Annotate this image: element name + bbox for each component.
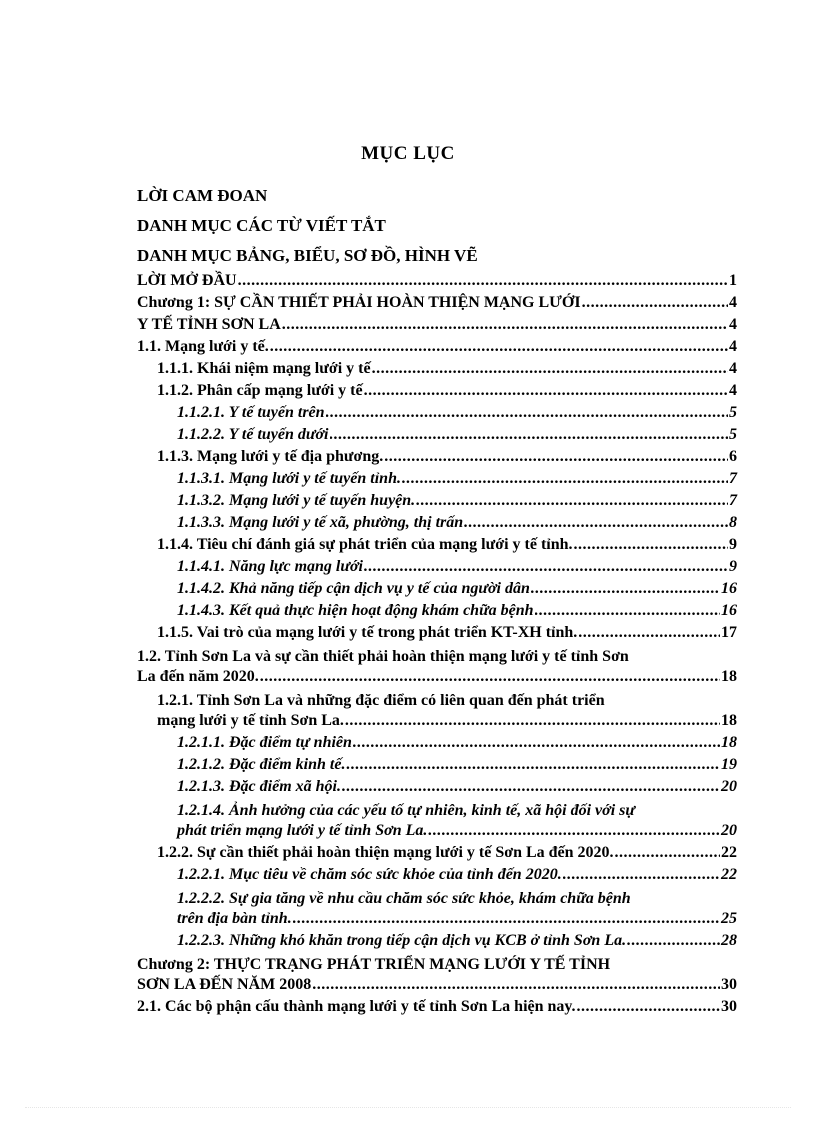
leader-dots [270,338,728,356]
leader-dots [346,756,720,774]
front-matter-abbreviations: DANH MỤC CÁC TỪ VIẾT TẮT [137,216,386,235]
toc-entry-page: 4 [729,316,737,333]
toc-entry-text: 1.1.3.2. Mạng lưới y tế tuyến huyện. [177,492,416,509]
toc-entry[interactable] [177,492,737,510]
toc-entry-text: 1.2.1.1. Đặc điểm tự nhiên [177,734,352,751]
toc-entry-text: 1.1.2.1. Y tế tuyến trên [177,404,325,421]
toc-entry-text: 1.2.2. Sự cần thiết phải hoàn thiện mạng lưới y tế Sơn La đến 2020. [157,844,614,861]
leader-dots [238,272,728,290]
toc-entry-page: 25 [721,910,737,927]
toc-entry-text[interactable]: 1.2.1.4. Ảnh hưởng của các yếu tố tự nhiên, kinh tế, xã hội đối với sự [177,802,635,819]
toc-entry-text: 1.2.1.3. Đặc điểm xã hội. [177,778,341,795]
leader-dots [372,360,728,378]
leader-dots [364,558,728,576]
toc-entry[interactable] [137,998,737,1016]
toc-entry-page: 18 [721,734,737,751]
toc-entry[interactable] [177,470,737,488]
leader-dots [353,734,720,752]
footer-divider [25,1107,791,1108]
toc-entry-page: 18 [721,668,737,685]
leader-dots [615,844,720,862]
toc-entry[interactable] [177,602,737,620]
toc-entry-page: 7 [729,470,737,487]
toc-entry-text: 1.1.1. Khái niệm mạng lưới y tế [157,360,371,377]
toc-entry[interactable] [157,536,737,554]
toc-entry-text[interactable]: 1.2.2.2. Sự gia tăng về nhu cầu chăm sóc sức khỏe, khám chữa bệnh [177,890,631,907]
toc-entry[interactable] [137,976,737,994]
toc-entry-page: 5 [729,426,737,443]
toc-entry-page: 5 [729,404,737,421]
toc-entry-page: 4 [729,382,737,399]
toc-entry-page: 8 [729,514,737,531]
leader-dots [464,514,728,532]
toc-entry-text: Y TẾ TỈNH SƠN LA [137,316,281,333]
toc-entry-page: 30 [721,976,737,993]
toc-entry-text: 1.1.2.2. Y tế tuyến dưới [177,426,329,443]
toc-entry-text: 1.1.4.3. Kết quả thực hiện hoạt động khám chữa bệnh [177,602,534,619]
toc-entry[interactable] [177,404,737,422]
toc-entry-text: 1.1.4.2. Khả năng tiếp cận dịch vụ y tế của người dân [177,580,530,597]
toc-entry[interactable] [157,448,737,466]
toc-entry-page: 1 [729,272,737,289]
toc-entry[interactable] [177,580,737,598]
toc-entry-page: 9 [729,558,737,575]
toc-entry-page: 6 [729,448,737,465]
toc-entry-page: 20 [721,778,737,795]
leader-dots [293,910,720,928]
toc-entry-text: 1.2.1.2. Đặc điểm kinh tế. [177,756,346,773]
toc-entry-text: 1.1. Mạng lưới y tế. [137,338,269,355]
leader-dots [364,382,728,400]
toc-entry[interactable] [177,822,737,840]
leader-dots [326,404,728,422]
toc-entry[interactable] [157,360,737,378]
toc-entry-text: 1.1.4. Tiêu chí đánh giá sự phát triển của mạng lưới y tế tỉnh. [157,536,573,553]
leader-dots [577,998,720,1016]
toc-entry-text: 1.1.3. Mạng lưới y tế địa phương. [157,448,384,465]
toc-entry-page: 9 [729,536,737,553]
toc-entry-text[interactable]: 1.2. Tỉnh Sơn La và sự cần thiết phải hoàn thiện mạng lưới y tế tỉnh Sơn [137,648,629,665]
leader-dots [342,778,720,796]
front-matter-figures: DANH MỤC BẢNG, BIỂU, SƠ ĐỒ, HÌNH VẼ [137,246,478,265]
leader-dots [531,580,720,598]
toc-entry-text: mạng lưới y tế tỉnh Sơn La. [157,712,344,729]
front-matter-commitment: LỜI CAM ĐOAN [137,186,268,205]
leader-dots [563,866,720,884]
toc-entry-text: 1.1.2. Phân cấp mạng lưới y tế [157,382,363,399]
leader-dots [384,448,728,466]
toc-entry[interactable] [177,756,737,774]
toc-entry-text: SƠN LA ĐẾN NĂM 2008 [137,976,312,993]
toc-entry[interactable] [157,712,737,730]
toc-entry-page: 16 [721,602,737,619]
toc-entry-page: 4 [729,360,737,377]
toc-entry-page: 30 [721,998,737,1015]
toc-entry[interactable] [137,668,737,686]
toc-entry-text[interactable]: Chương 2: THỰC TRẠNG PHÁT TRIỂN MẠNG LƯỚI Y TẾ TỈNH [137,956,611,973]
toc-entry[interactable] [157,624,737,642]
toc-entry-page: 22 [721,866,737,883]
toc-entry[interactable] [157,844,737,862]
toc-entry-text: 1.2.2.3. Những khó khăn trong tiếp cận dịch vụ KCB ở tỉnh Sơn La. [177,932,627,949]
toc-entry-text: 1.1.3.3. Mạng lưới y tế xã, phường, thị trấn [177,514,464,531]
toc-entry[interactable] [157,382,737,400]
leader-dots [282,316,728,334]
page-title: MỤC LỤC [361,143,455,164]
toc-entry[interactable] [177,932,737,950]
leader-dots [582,294,728,312]
toc-entry[interactable] [177,558,737,576]
toc-entry[interactable] [177,734,737,752]
leader-dots [260,668,720,686]
toc-entry-page: 18 [721,712,737,729]
toc-entry-text: 1.1.3.1. Mạng lưới y tế tuyến tỉnh. [177,470,401,487]
toc-entry-page: 22 [721,844,737,861]
toc-entry[interactable] [177,910,737,928]
toc-entry[interactable] [177,866,737,884]
toc-entry[interactable] [137,338,737,356]
toc-entry-text: 2.1. Các bộ phận cấu thành mạng lưới y tế tỉnh Sơn La hiện nay. [137,998,576,1015]
toc-entry[interactable] [137,294,737,312]
toc-entry-text: LỜI MỞ ĐẦU [137,272,237,289]
leader-dots [416,492,728,510]
toc-entry-page: 4 [729,338,737,355]
leader-dots [402,470,728,488]
toc-entry-text[interactable]: 1.2.1. Tỉnh Sơn La và những đặc điểm có liên quan đến phát triển [157,692,605,709]
toc-entry-text: 1.1.5. Vai trò của mạng lưới y tế trong phát triển KT-XH tỉnh. [157,624,578,641]
toc-entry[interactable] [177,514,737,532]
toc-entry-page: 4 [729,294,737,311]
leader-dots [330,426,729,444]
toc-entry-text: 1.1.4.1. Năng lực mạng lưới [177,558,363,575]
leader-dots [312,976,720,994]
toc-entry-page: 19 [721,756,737,773]
toc-entry-page: 28 [721,932,737,949]
toc-entry-page: 17 [721,624,737,641]
toc-entry[interactable] [137,272,737,290]
toc-entry-text: trên địa bàn tỉnh. [177,910,292,927]
toc-entry-page: 16 [721,580,737,597]
leader-dots [345,712,720,730]
toc-entry-page: 7 [729,492,737,509]
toc-entry-text: La đến năm 2020. [137,668,259,685]
toc-entry-text: phát triển mạng lưới y tế tỉnh Sơn La. [177,822,428,839]
toc-entry[interactable] [137,316,737,334]
toc-entry[interactable] [177,778,737,796]
leader-dots [627,932,720,950]
toc-entry-text: Chương 1: SỰ CẦN THIẾT PHẢI HOÀN THIỆN MẠNG LƯỚI [137,294,581,311]
leader-dots [428,822,720,840]
toc-entry-page: 20 [721,822,737,839]
leader-dots [578,624,720,642]
leader-dots [574,536,728,554]
toc-entry[interactable] [177,426,737,444]
leader-dots [535,602,720,620]
toc-entry-text: 1.2.2.1. Mục tiêu về chăm sóc sức khỏe của tỉnh đến 2020. [177,866,562,883]
